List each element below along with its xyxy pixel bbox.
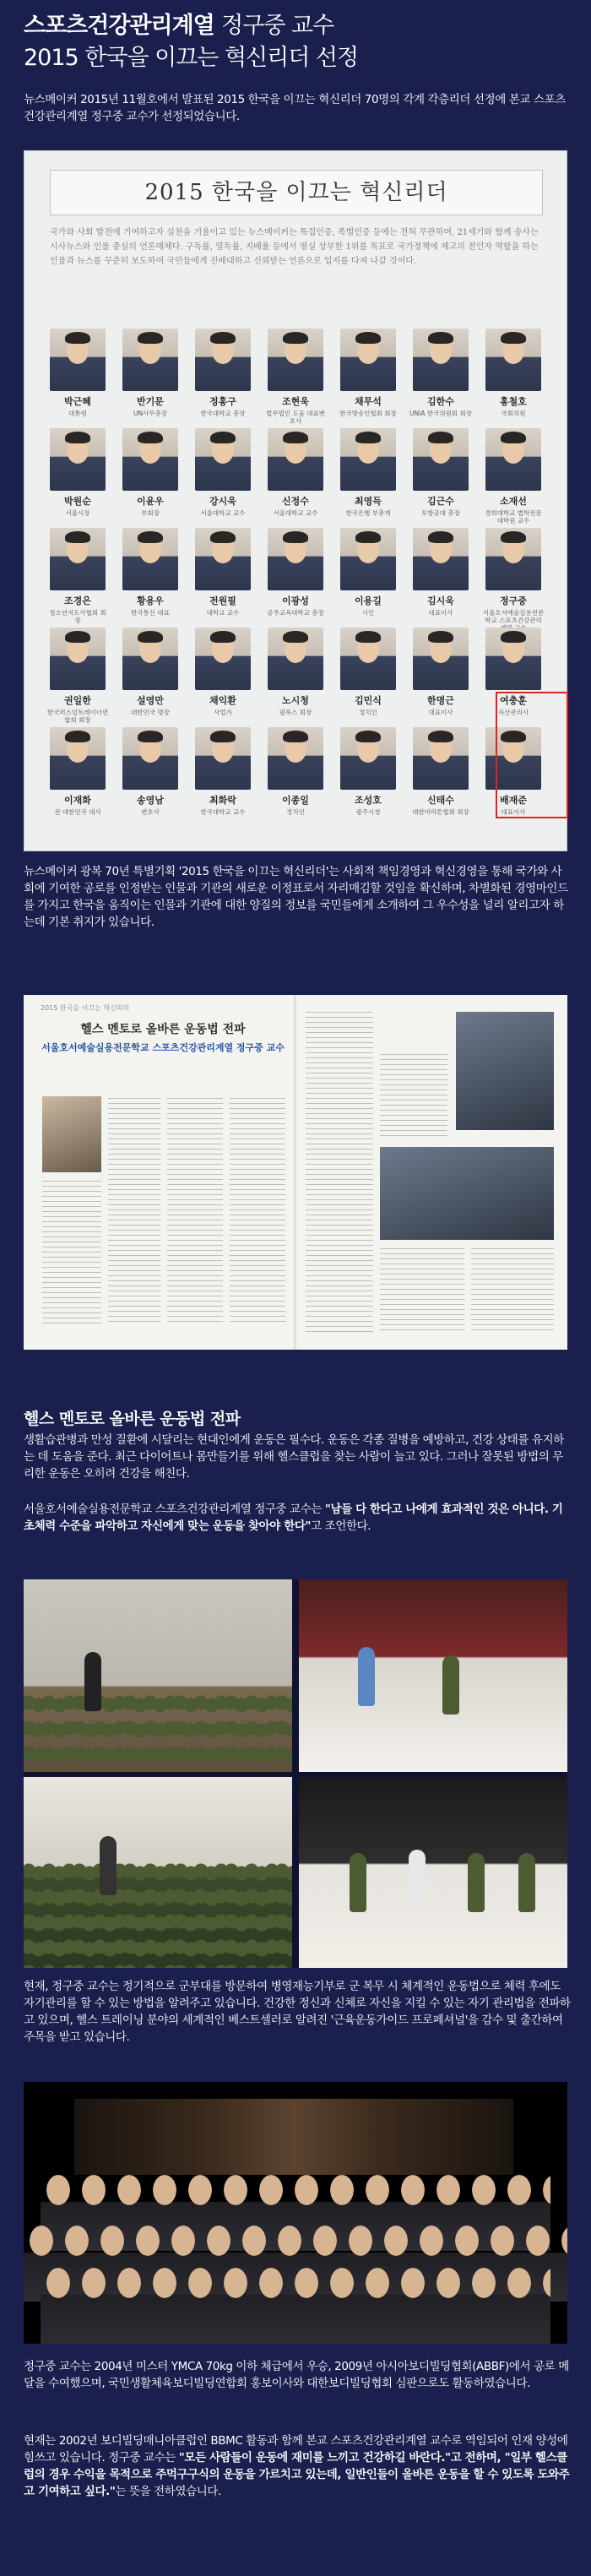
- body-text-2: 현재, 정구중 교수는 정기적으로 군부대를 방문하여 병영재능기부로 군 복무 시 체계적인 운동법으로 체력 후에도 자기관리를 할 수 있는 방법을 알려주고 있습니다. 건강한 정신과 신체로 자신을 지킬 수 있는 자기 관리법을 전파하고 있으며, 헬스 트레이닝 분야의 세계적인 베스트셀러로 알려진 '근육운동가이드 프로페셔널'을 감수 및 출간하여 주목을 받고 있습니다.: [24, 1980, 571, 2044]
- leader-name: 여충훈: [500, 695, 527, 706]
- leader-card: [264, 528, 327, 628]
- leader-name: 신태수: [427, 795, 454, 806]
- portrait-photo: [122, 329, 178, 391]
- portrait-photo: [268, 428, 323, 491]
- portrait-photo: [50, 727, 106, 790]
- body-text-3: 정구중 교수는 2004년 미스터 YMCA 70kg 이하 체급에서 우승, 2009년 아시아보디빌딩협회(ABBF)에서 공로 메달을 수여했으며, 국민생활체육보디빌딩연합회 홍보이사와 대한보디빌딩협회 심판으로도 활동하였습니다.: [24, 2360, 569, 2390]
- leader-card: [192, 727, 254, 827]
- leader-card: [409, 428, 472, 528]
- leader-card: [337, 528, 399, 628]
- leader-name: 김민식: [355, 695, 382, 706]
- leader-name: 송영남: [137, 795, 164, 806]
- leader-affiliation: 자산관리사: [497, 709, 529, 716]
- leader-card: [119, 727, 182, 827]
- leader-name: 전원필: [209, 595, 236, 606]
- portrait-photo: [485, 628, 541, 690]
- leader-card: [192, 329, 254, 428]
- leader-name: 최영득: [355, 496, 382, 507]
- group-photo: [24, 2082, 567, 2344]
- leader-affiliation: 시인: [361, 609, 375, 617]
- body-text-4-tail: 는 뜻을 전하였습니다.: [115, 2485, 221, 2498]
- leader-affiliation: 국회의원: [501, 410, 526, 417]
- group-photo-banner: [74, 2099, 513, 2175]
- body-text-1: 뉴스메이커 광복 70년 특별기획 '2015 한국을 이끄는 혁신리더'는 사회적 책임경영과 혁신경영을 통해 국가와 사회에 기여한 공로를 인정받는 인물과 기관의 새로운 이정표로서 자리매김할 것임을 확신하며, 차별화된 경영마인드를 가지고 한국을 움직이는 인물과 기관에 대한 양질의 정보를 국민들에게 소개하여 그 우수성을 널리 알리고자 하는데 기본 취지가 있습니다.: [24, 865, 568, 929]
- leader-name: 이재화: [64, 795, 91, 806]
- leader-name: 박원순: [64, 496, 91, 507]
- clipping-intro: 국가와 사회 발전에 기여하고자 실천을 기울이고 있는 뉴스메이커는 특집인증, 족벌인증 등에는 전혀 무관하며, 21세기와 함께 송사는 시사뉴스와 인물 중심의 언론매체다. 구독률, 열독률, 지배율 등에서 영실 상부한 1위를 목표로 국가정책에 제고의 전인자 역할을 하는 인물과 뉴스를 꾸준히 보도하여 국민들에게 진배대하고 신뢰받는 언론으로 입지를 다져 나갈 것이다.: [50, 228, 539, 266]
- leader-affiliation: 광주시청: [355, 808, 381, 816]
- leader-affiliation: 한국은행 부총재: [345, 509, 391, 517]
- leader-card: [192, 428, 254, 528]
- leader-card: [119, 329, 182, 428]
- portrait-photo: [268, 628, 323, 690]
- leader-affiliation: 서울시장: [65, 509, 90, 517]
- section-title: 헬스 멘토로 올바른 운동법 전파: [24, 1410, 241, 1428]
- magazine-spread: [24, 995, 567, 1350]
- leader-name: 이윤우: [137, 496, 164, 507]
- leader-card: [264, 428, 327, 528]
- leader-name: 권일한: [64, 695, 91, 706]
- leader-name: 최화락: [209, 795, 236, 806]
- leader-card: [264, 628, 327, 727]
- leader-card: [46, 329, 109, 428]
- magazine-header: [41, 1020, 285, 1054]
- section-text-1: 생활습관병과 만성 질환에 시달리는 현대인에게 운동은 필수다. 운동은 각종 질병을 예방하고, 건강 상태를 유지하는 데 도움을 준다. 최근 다이어트나 몸만들기를 위해 헬스클럽을 찾는 사람이 늘고 있다. 그러나 잘못된 방법의 무리한 운동은 오히려 건강을 해친다.: [24, 1433, 564, 1481]
- leader-name: 한명근: [427, 695, 454, 706]
- leader-card: [337, 329, 399, 428]
- leader-name: 채무석: [355, 396, 382, 407]
- leader-affiliation: 필룩스 회장: [279, 709, 312, 716]
- leader-card: [409, 528, 472, 628]
- leader-affiliation: 변호사: [141, 808, 160, 816]
- photo-soldiers-audience: [24, 1777, 292, 1968]
- portrait-photo: [340, 329, 396, 391]
- portrait-photo: [122, 528, 178, 590]
- portrait-photo: [50, 329, 106, 391]
- highlight-box: [496, 692, 568, 818]
- portrait-photo: [413, 428, 469, 491]
- intro-text: 뉴스메이커 2015년 11월호에서 발표된 2015 한국을 이끄는 혁신리더 70명의 각계 각층리더 선정에 본교 스포츠건강관리계열 정구중 교수가 선정되었습니다.: [24, 93, 566, 123]
- leader-name: 소재선: [500, 496, 527, 507]
- portrait-photo: [50, 428, 106, 491]
- portrait-photo: [268, 528, 323, 590]
- leader-affiliation: 대한민국 명장: [131, 709, 170, 716]
- leader-card: [46, 428, 109, 528]
- magazine-text-col: [42, 1181, 101, 1326]
- portrait-photo: [413, 528, 469, 590]
- leader-affiliation: 법무법인 도움 대표변호사: [266, 410, 325, 425]
- portrait-photo: [413, 329, 469, 391]
- leader-affiliation: 포항공대 총장: [421, 509, 460, 517]
- leader-name: 강시욱: [209, 496, 236, 507]
- portrait-photo: [195, 727, 251, 790]
- leader-card: [409, 329, 472, 428]
- leader-card: [46, 528, 109, 628]
- magazine-text-col: [167, 1098, 223, 1326]
- portrait-photo: [485, 329, 541, 391]
- clipping-headline: 2015 한국을 이끄는 혁신리더: [50, 170, 543, 215]
- portrait-photo: [122, 628, 178, 690]
- leader-name: 김시욱: [427, 595, 454, 606]
- magazine-tag: 2015 한국을 이끄는 혁신리더: [41, 1004, 130, 1012]
- leader-card: [337, 428, 399, 528]
- leader-card: [482, 528, 545, 628]
- portrait-photo: [413, 628, 469, 690]
- leader-affiliation: UN사무총장: [133, 410, 168, 417]
- leader-name: 황용우: [137, 595, 164, 606]
- leader-name: 김한수: [427, 396, 454, 407]
- photo-stage-exercise: [299, 1777, 567, 1968]
- leader-name: 설영만: [137, 695, 164, 706]
- page-subtitle: 2015 한국을 이끄는 혁신리더 선정: [24, 45, 359, 71]
- leader-name: 반기문: [137, 396, 164, 407]
- leader-card: [337, 628, 399, 727]
- leader-affiliation: 전 대한민국 대사: [54, 808, 101, 816]
- leader-name: 신정수: [282, 496, 309, 507]
- leader-name: 채익환: [209, 695, 236, 706]
- magazine-text-col: [230, 1098, 285, 1326]
- portrait-photo: [340, 727, 396, 790]
- portrait-photo: [485, 528, 541, 590]
- leader-affiliation: 한국방송인협회 회장: [339, 410, 397, 417]
- leader-affiliation: 한국대학교 교수: [200, 808, 246, 816]
- leader-card: [337, 727, 399, 827]
- photo-military-lecture: [24, 1579, 292, 1772]
- body-text-4: [24, 2432, 571, 2500]
- leader-affiliation: 청소년지도사협회 회장: [49, 609, 106, 624]
- photo-stage-demo: [299, 1579, 567, 1772]
- leader-affiliation: 부회장: [141, 509, 160, 517]
- leader-card: [192, 628, 254, 727]
- leader-name: 이광성: [282, 595, 309, 606]
- portrait-photo: [50, 528, 106, 590]
- leader-affiliation: 대한마라톤협회 회장: [412, 808, 469, 816]
- leader-name: 조현욱: [282, 396, 309, 407]
- leader-affiliation: 서울대학교 교수: [273, 509, 318, 517]
- leader-affiliation: 한국통신 대표: [131, 609, 170, 617]
- leader-name: 이용길: [355, 595, 382, 606]
- portrait-photo: [195, 428, 251, 491]
- leader-card: [46, 727, 109, 827]
- portrait-photo: [195, 528, 251, 590]
- leader-affiliation: 한국퍼스널트레이너연합회 회장: [46, 709, 109, 724]
- magazine-photo: [456, 1012, 554, 1130]
- leader-card: [264, 727, 327, 827]
- section-text-2: [24, 1501, 571, 1535]
- magazine-text-col: [108, 1098, 160, 1326]
- leader-name: 노시청: [282, 695, 309, 706]
- page-title: [24, 12, 333, 41]
- leader-affiliation: UNIA 한국위원회 회장: [409, 410, 472, 417]
- portrait-photo: [122, 428, 178, 491]
- magazine-photo: [380, 1147, 554, 1240]
- portrait-photo: [340, 428, 396, 491]
- magazine-spine: [294, 995, 297, 1350]
- leader-name: 홍철호: [500, 396, 527, 407]
- leader-affiliation: 정치인: [359, 709, 377, 716]
- leader-card: [119, 428, 182, 528]
- magazine-text-col: [380, 1248, 464, 1333]
- leader-card: [482, 428, 545, 528]
- leader-affiliation: 사업가: [214, 709, 232, 716]
- newspaper-clipping: [24, 150, 567, 851]
- section-text-2-lead: 서울호서예술실용전문학교 스포츠건강관리계열 정구중 교수는: [24, 1503, 325, 1516]
- magazine-text-col: [380, 1054, 447, 1139]
- leader-name: 조성호: [355, 795, 382, 806]
- portrait-photo: [485, 428, 541, 491]
- leader-name: 조경은: [64, 595, 91, 606]
- portrait-photo: [413, 727, 469, 790]
- section-text-2-tail: 고 조언한다.: [311, 1519, 371, 1533]
- magazine-text-col: [306, 1012, 373, 1333]
- leader-affiliation: 경희대학교 법학전문대학원 교수: [485, 509, 542, 524]
- leader-affiliation: 한국대학교 총장: [200, 410, 246, 417]
- leader-name: 이종일: [282, 795, 309, 806]
- leader-affiliation: 대표이사: [501, 808, 526, 816]
- portrait-photo: [268, 727, 323, 790]
- leader-affiliation: 서울호서예술실용전문학교 스포츠건강관리: [482, 609, 545, 624]
- magazine-heading: 헬스 멘토로 올바른 운동법 전파: [80, 1023, 246, 1036]
- leader-affiliation: 공주교육대학교 총장: [267, 609, 324, 617]
- leader-affiliation: 대표이사: [428, 709, 453, 716]
- magazine-portrait: [42, 1096, 101, 1172]
- leader-card: [409, 628, 472, 727]
- leader-name: 정구중: [500, 595, 527, 606]
- leader-card: [119, 528, 182, 628]
- leader-name: 박근혜: [64, 396, 91, 407]
- body-text-4-quote: "모든 사람들이 운동에 재미를 느끼고 건강하길 바란다."고 전하며, "일부 헬스클럽의 경우 수익을 목적으로 주먹구구식의 운동을 가르치고 있는데, 일반인들이 올바른 운동을 할 수 있도록 도와주고 기여하고 싶다.": [24, 2451, 570, 2498]
- leader-card: [482, 329, 545, 428]
- leader-card: [46, 628, 109, 727]
- portrait-photo: [340, 628, 396, 690]
- portrait-photo: [195, 329, 251, 391]
- magazine-text-col: [471, 1248, 554, 1333]
- leader-card: [409, 727, 472, 827]
- leader-card: [119, 628, 182, 727]
- body-text-4-lead: 현재는 2002년 보디빌딩매니아클럽인 BBMC 활동과 함께 본교 스포츠건강관리계열 교수로 역임되어 인재 양성에 힘쓰고 있습니다. 정구중 교수는: [24, 2434, 568, 2465]
- section-text-2-quote: "남들 다 한다고 나에게 효과적인 것은 아니다. 기초체력 수준을 파악하고 자신에게 맞는 운동을 찾아야 한다": [24, 1503, 563, 1533]
- title-department: 스포츠건강관리계열: [24, 13, 214, 39]
- portrait-photo: [122, 727, 178, 790]
- leader-affiliation: 정치인: [286, 808, 305, 816]
- leader-name: 배재준: [500, 795, 527, 806]
- leader-name: 정홍구: [209, 396, 236, 407]
- portrait-photo: [50, 628, 106, 690]
- magazine-subheading: 서울호서예술실용전문학교 스포츠건강관리계열 정구중 교수: [41, 1042, 285, 1053]
- leader-affiliation: 대표이사: [428, 609, 453, 617]
- activity-photo-collage: [24, 1579, 567, 1968]
- leader-affiliation: 서울대학교 교수: [200, 509, 246, 517]
- leader-card: [264, 329, 327, 428]
- title-professor: 정구중 교수: [221, 13, 334, 39]
- portrait-photo: [195, 628, 251, 690]
- leader-affiliation: 대통령: [68, 410, 87, 417]
- leader-affiliation: 대학교 교수: [206, 609, 240, 617]
- leader-card: [192, 528, 254, 628]
- leader-name: 김근수: [427, 496, 454, 507]
- portrait-photo: [268, 329, 323, 391]
- portrait-photo: [340, 528, 396, 590]
